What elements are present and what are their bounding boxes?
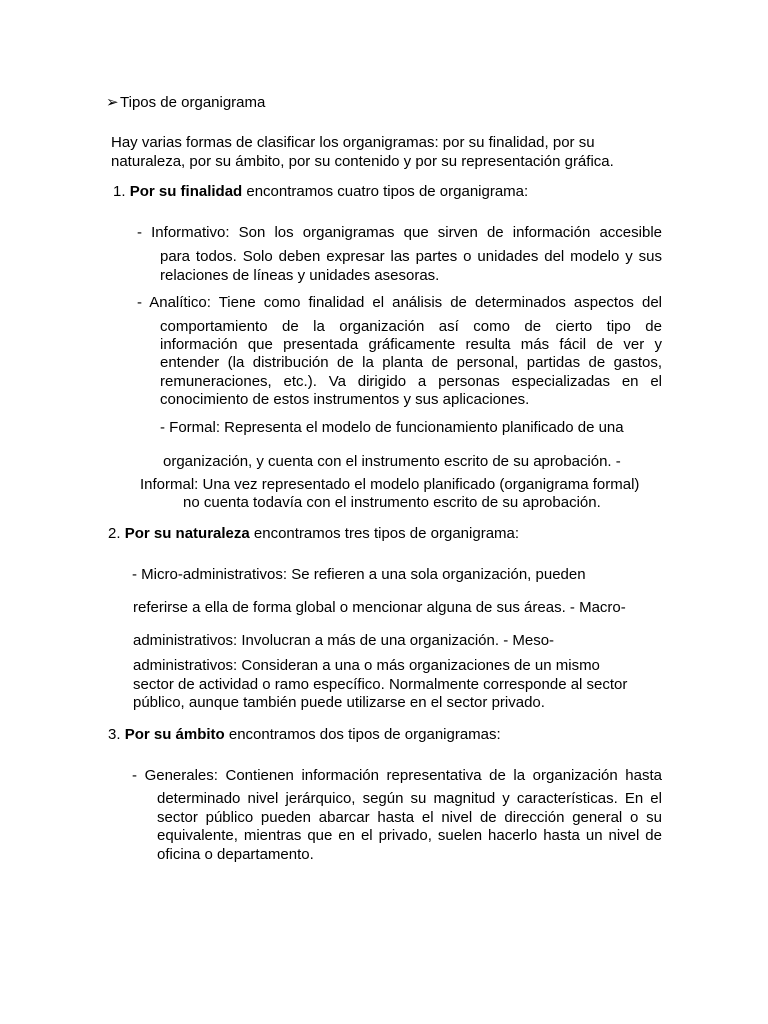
analitico-line-2: comportamiento de la organización así como de cierto tipo de bbox=[160, 318, 662, 335]
naturaleza-line-5: sector de actividad o ramo específico. Normalmente corresponde al sector bbox=[133, 676, 628, 693]
analitico-line-5: remuneraciones, etc.). Va dirigido a personas especializadas en el bbox=[160, 373, 662, 390]
section-2-number: 2. bbox=[108, 525, 121, 542]
naturaleza-line-4: administrativos: Consideran a una o más organizaciones de un mismo bbox=[133, 657, 600, 674]
ambito-line-5: oficina o departamento. bbox=[157, 846, 314, 863]
informativo-line-3: relaciones de líneas y unidades asesoras. bbox=[160, 267, 440, 284]
section-3-number: 3. bbox=[108, 726, 121, 743]
heading-text: Tipos de organigrama bbox=[120, 94, 266, 111]
formal-line-1: - Formal: Representa el modelo de funcionamiento planificado de una bbox=[160, 419, 624, 436]
naturaleza-line-1: - Micro-administrativos: Se refieren a una sola organización, pueden bbox=[132, 566, 586, 583]
analitico-line-3: información que presentada gráficamente resulta más fácil de ver y bbox=[160, 336, 662, 353]
section-heading bbox=[106, 93, 265, 112]
formal-line-2: organización, y cuenta con el instrumento escrito de su aprobación. - bbox=[163, 453, 621, 470]
naturaleza-line-6: público, aunque también puede utilizarse en el sector privado. bbox=[133, 694, 545, 711]
analitico-line-1: - Analítico: Tiene como finalidad el análisis de determinados aspectos del bbox=[137, 294, 662, 311]
informativo-line-1: - Informativo: Son los organigramas que sirven de información accesible bbox=[137, 224, 662, 241]
ambito-line-1: - Generales: Contienen información representativa de la organización hasta bbox=[132, 767, 662, 784]
section-1-header bbox=[113, 182, 528, 201]
informal-line-1: Informal: Una vez representado el modelo planificado (organigrama formal) bbox=[140, 476, 640, 493]
section-1-title: Por su finalidad bbox=[129, 183, 243, 200]
ambito-line-3: sector público pueden abarcar hasta el nivel de dirección general o su bbox=[157, 809, 662, 826]
section-3-title: Por su ámbito bbox=[124, 726, 225, 743]
intro-line-2: naturaleza, por su ámbito, por su contenido y por su representación gráfica. bbox=[111, 153, 614, 170]
naturaleza-line-3: administrativos: Involucran a más de una organización. - Meso- bbox=[133, 632, 555, 649]
informal-line-2: no cuenta todavía con el instrumento escrito de su aprobación. bbox=[183, 494, 601, 511]
section-2-title: Por su naturaleza bbox=[124, 525, 250, 542]
ambito-line-4: equivalente, mientras que en el privado, suelen hacerlo hasta un nivel de bbox=[157, 827, 662, 844]
section-2-header bbox=[108, 524, 519, 543]
section-1-number: 1. bbox=[113, 183, 126, 200]
intro-line-1: Hay varias formas de clasificar los organigramas: por su finalidad, por su bbox=[111, 134, 595, 151]
analitico-line-6: conocimiento de estos instrumentos y sus aplicaciones. bbox=[160, 391, 530, 408]
section-3-header bbox=[108, 725, 501, 744]
section-1-rest: encontramos cuatro tipos de organigrama: bbox=[242, 183, 529, 200]
arrow-bullet-icon: ➢ bbox=[106, 94, 119, 111]
section-3-rest: encontramos dos tipos de organigramas: bbox=[224, 726, 501, 743]
analitico-line-4: entender (la distribución de la planta de personal, partidas de gastos, bbox=[160, 354, 662, 371]
section-2-rest: encontramos tres tipos de organigrama: bbox=[249, 525, 520, 542]
naturaleza-line-2: referirse a ella de forma global o mencionar alguna de sus áreas. - Macro- bbox=[133, 599, 626, 616]
informativo-line-2: para todos. Solo deben expresar las partes o unidades del modelo y sus bbox=[160, 248, 662, 265]
ambito-line-2: determinado nivel jerárquico, según su magnitud y características. En el bbox=[157, 790, 662, 807]
